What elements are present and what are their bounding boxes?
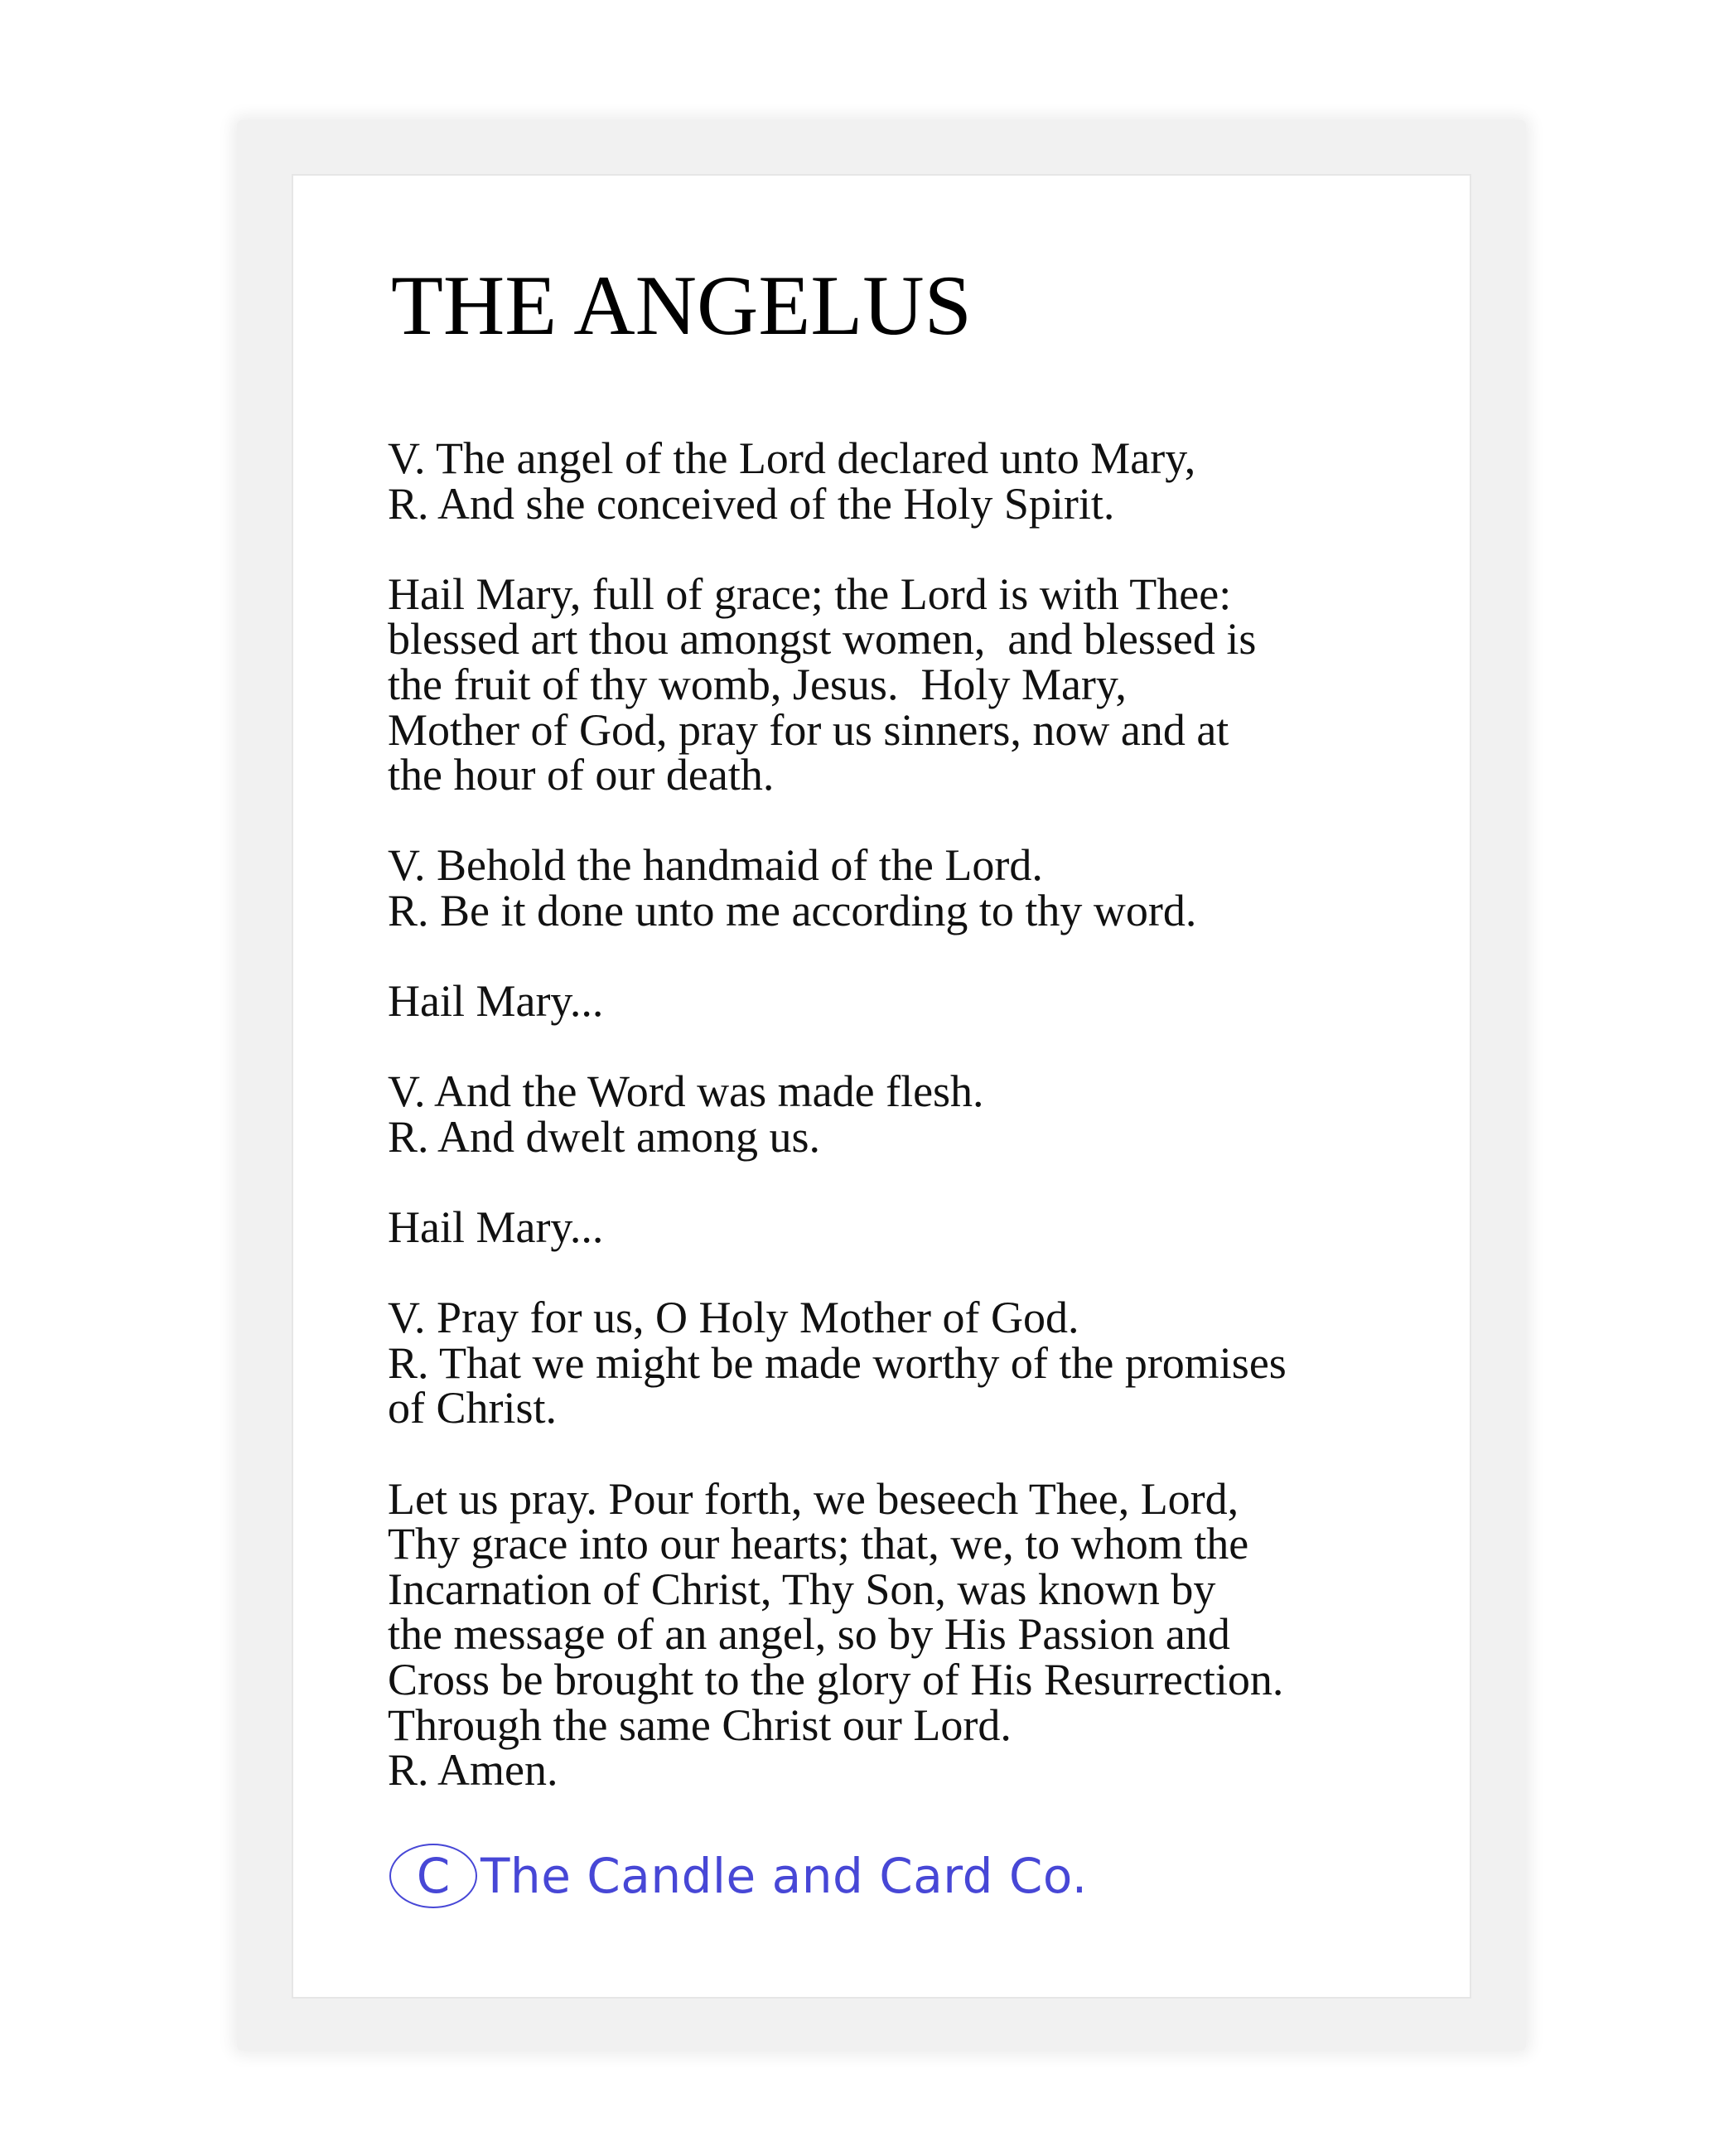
prayer-line: V. The angel of the Lord declared unto Mary, (388, 433, 1196, 483)
prayer-line: blessed art thou amongst women, and blessed is (388, 614, 1257, 665)
prayer-line: of Christ. (388, 1383, 558, 1433)
publisher-credit (389, 1841, 1088, 1911)
prayer-line: R. Amen. (388, 1745, 558, 1796)
prayer-line: the message of an angel, so by His Passion and (388, 1609, 1230, 1660)
prayer-line: Mother of God, pray for us sinners, now and at (388, 704, 1229, 755)
prayer-title: THE ANGELUS (391, 259, 972, 353)
prayer-line: R. Be it done unto me according to thy word. (388, 885, 1197, 935)
prayer-line: Thy grace into our hearts; that, we, to whom the (388, 1519, 1249, 1569)
stanza-gap (388, 526, 1481, 572)
stanza-gap (388, 1160, 1481, 1206)
prayer-line: R. And dwelt among us. (388, 1111, 820, 1162)
stanza-gap (388, 1250, 1481, 1296)
prayer-line: R. And she conceived of the Holy Spirit. (388, 478, 1115, 529)
prayer-line: Hail Mary, full of grace; the Lord is with Thee: (388, 568, 1232, 619)
prayer-line: V. Behold the handmaid of the Lord. (388, 840, 1043, 891)
prayer-line: the fruit of thy womb, Jesus. Holy Mary, (388, 659, 1127, 709)
publisher-name: The Candle and Card Co. (480, 1848, 1088, 1904)
prayer-line: Hail Mary... (388, 1202, 604, 1253)
prayer-line: Let us pray. Pour forth, we beseech Thee, Lord, (388, 1473, 1239, 1524)
copyright-icon: C (389, 1844, 477, 1908)
prayer-line: Incarnation of Christ, Thy Son, was known by (388, 1564, 1216, 1614)
prayer-line: the hour of our death. (388, 750, 775, 800)
prayer-line: Hail Mary... (388, 976, 604, 1027)
prayer-line: Cross be brought to the glory of His Resurrection. (388, 1655, 1284, 1705)
stanza-gap (388, 934, 1481, 979)
prayer-line: V. Pray for us, O Holy Mother of God. (388, 1293, 1079, 1343)
prayer-line: Through the same Christ our Lord. (388, 1699, 1012, 1750)
stanza-gap (388, 1431, 1481, 1477)
stanza-gap (388, 1024, 1481, 1070)
prayer-line: V. And the Word was made flesh. (388, 1066, 984, 1117)
stanza-gap (388, 798, 1481, 844)
prayer-line: R. That we might be made worthy of the promises (388, 1337, 1287, 1388)
prayer-body (388, 433, 1481, 1796)
